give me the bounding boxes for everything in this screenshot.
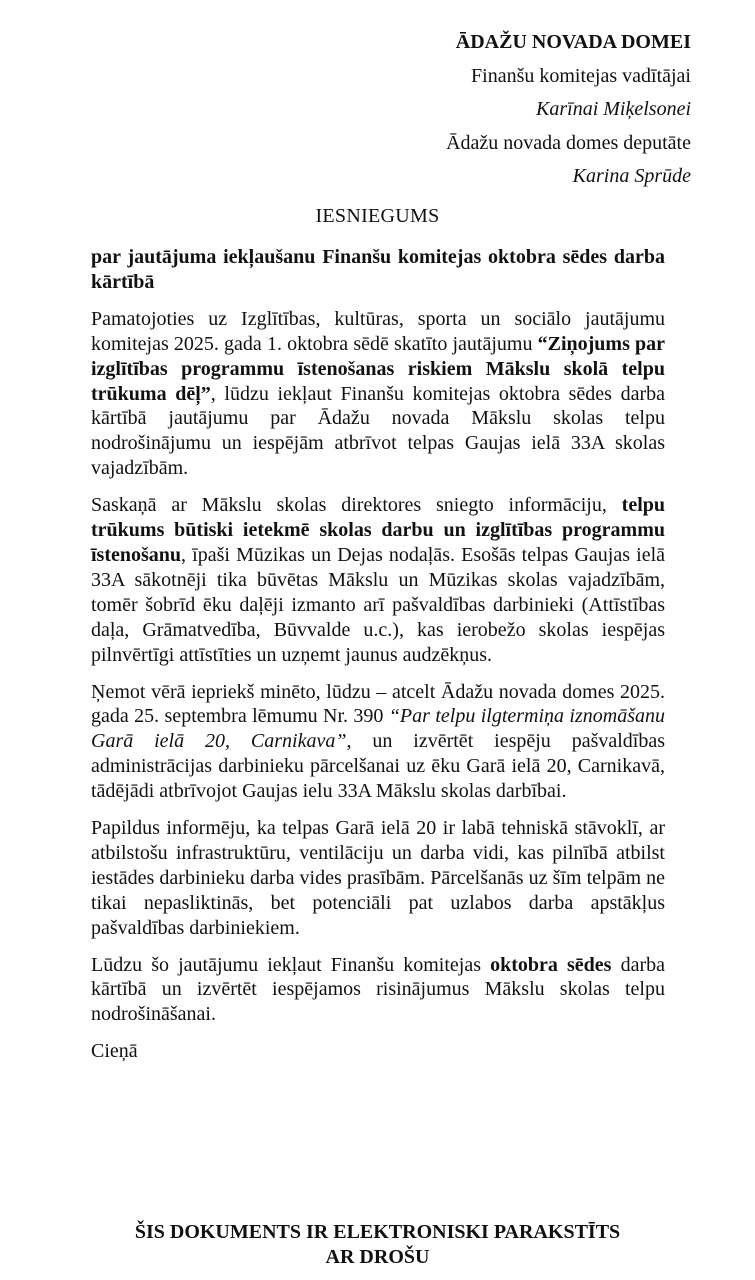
paragraph-1-text-b: , lūdzu iekļaut Finanšu komitejas oktobra sēdes darba kārtībā jautājumu par Ādažu novada Mākslu skolas telpu nodrošinājumu un iespējām atbrīvot telpas Gaujas ielā 33A skolas vajadzībām.: [91, 382, 665, 480]
paragraph-2: [91, 493, 665, 667]
addressee-block: [446, 26, 691, 194]
paragraph-1-text-a: Pamatojoties uz Izglītības, kultūras, sporta un sociālo jautājumu komitejas 2025. gada 1. oktobra sēdē skatīto jautājumu: [91, 307, 665, 355]
sender-name: Karina Sprūde: [572, 165, 691, 187]
addressee-organization: ĀDAŽU NOVADA DOMEI: [455, 31, 691, 53]
paragraph-4: Papildus informēju, ka telpas Garā ielā 20 ir labā tehniskā stāvoklī, ar atbilstošu infrastruktūru, ventilāciju un darba vidi, kas pilnībā atbilst iestādes darbinieku darba vides prasībām. Pārcelšanās uz šīm telpām ne tikai nepasliktinās, bet potenciāli pat uzlabos darba apstākļus pašvaldības darbiniekiem.: [91, 817, 665, 939]
document-subject: par jautājuma iekļaušanu Finanšu komitejas oktobra sēdes darba kārtībā: [91, 246, 665, 293]
addressee-name: Karīnai Miķelsonei: [536, 98, 691, 120]
closing-salutation: Cieņā: [91, 1040, 138, 1063]
paragraph-2-text-a: Saskaņā ar Mākslu skolas direktores sniegto informāciju,: [91, 494, 622, 517]
paragraph-3: [91, 680, 665, 805]
paragraph-3-decision-title: “Par telpu ilgtermiņa iznomāšanu Garā ielā 20, Carnikava”: [91, 705, 665, 753]
paragraph-5: [91, 953, 665, 1028]
paragraph-5-emphasis: oktobra sēdes: [490, 953, 612, 976]
paragraph-3-text-a: Ņemot vērā iepriekš minēto, lūdzu – atcelt Ādažu novada domes 2025. gada 25. septembra lēmumu Nr. 390: [91, 680, 665, 728]
signature-notice: [0, 1220, 755, 1269]
paragraph-1-report-title: “Ziņojums par izglītības programmu īstenošanas riskiem Mākslu skolā telpu trūkuma dēļ”: [91, 332, 665, 405]
sender-position: Ādažu novada domes deputāte: [446, 131, 691, 154]
addressee-position: Finanšu komitejas vadītājai: [471, 64, 691, 87]
signature-notice-line-1: ŠIS DOKUMENTS IR ELEKTRONISKI PARAKSTĪTS: [134, 1221, 621, 1243]
paragraph-5-text-b: darba kārtībā un izvērtēt iespējamos risinājumus Mākslu skolas telpu nodrošināšanai.: [91, 953, 666, 1026]
paragraph-5-text-a: Lūdzu šo jautājumu iekļaut Finanšu komitejas: [91, 953, 491, 976]
paragraph-2-emphasis: telpu trūkums būtiski ietekmē skolas darbu un izglītības programmu īstenošanu: [91, 494, 665, 566]
document-title: IESNIEGUMS: [315, 205, 440, 227]
paragraph-2-text-b: , īpaši Mūzikas un Dejas nodaļās. Esošās telpas Gaujas ielā 33A sākotnēji tika būvētas Mākslu un Mūzikas skolas vajadzībām, tomēr šobrīd ēku daļēji izmanto arī pašvaldības darbinieki (Attīstības daļa, Grāmatvedība, Būvvalde u.c.), kas ierobežo skolas iespējas pilnvērtīgi attīstīties un uzņemt jaunus audzēkņus.: [91, 543, 665, 666]
paragraph-1: [91, 307, 665, 481]
document-body: [91, 245, 665, 1064]
paragraph-3-text-b: , un izvērtēt iespēju pašvaldības administrācijas darbinieku pārcelšanai uz ēku Garā ielā 20, Carnikavā, tādējādi atbrīvojot Gaujas ielu 33A Mākslu skolas darbībai.: [91, 730, 666, 803]
signature-notice-line-2: AR DROŠU: [325, 1245, 430, 1268]
